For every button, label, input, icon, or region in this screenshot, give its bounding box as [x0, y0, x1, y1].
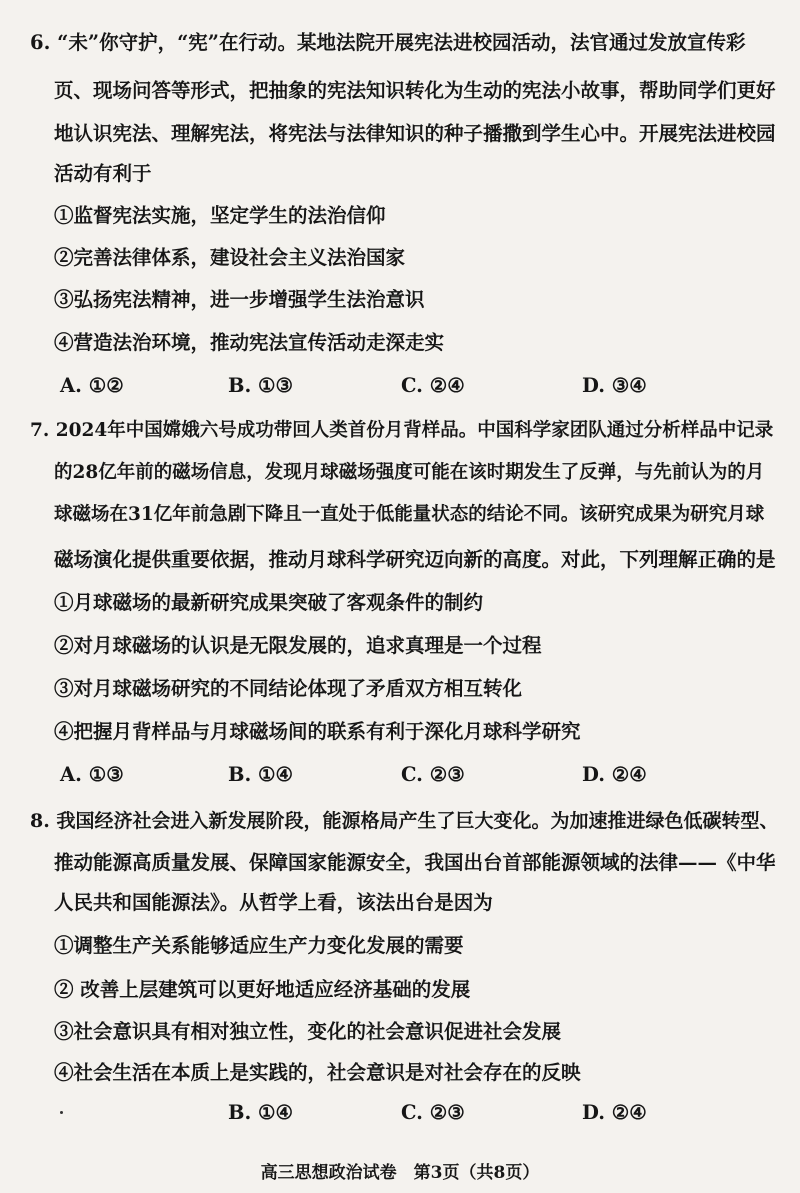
- question-stem-line: 7. 2024年中国嫦娥六号成功带回人类首份月背样品。中国科学家团队通过分析样品中记录: [30, 420, 774, 441]
- page-footer: 高三思想政治试卷 第3页（共8页）: [260, 1163, 540, 1183]
- question-stem-line: 页、现场问答等形式，把抽象的宪法知识转化为生动的宪法小故事，帮助同学们更好: [54, 79, 776, 102]
- choice-a[interactable]: A. ①③: [60, 763, 124, 786]
- statement-option: ①月球磁场的最新研究成果突破了客观条件的制约: [54, 591, 484, 614]
- ink-speck: [60, 1111, 63, 1114]
- choice-d[interactable]: D. ②④: [582, 763, 647, 786]
- question-stem-line: 的28亿年前的磁场信息，发现月球磁场强度可能在该时期发生了反弹，与先前认为的月: [54, 462, 765, 483]
- choice-c[interactable]: C. ②③: [401, 763, 465, 786]
- statement-option: ②完善法律体系，建设社会主义法治国家: [54, 246, 406, 269]
- statement-option: ④社会生活在本质上是实践的，社会意识是对社会存在的反映: [54, 1061, 581, 1084]
- choice-b[interactable]: B. ①④: [228, 763, 294, 786]
- answer-choices: [0, 765, 800, 791]
- statement-option: ④把握月背样品与月球磁场间的联系有利于深化月球科学研究: [54, 720, 581, 743]
- statement-option: ①监督宪法实施，坚定学生的法治信仰: [54, 204, 386, 227]
- statement-option: ② 改善上层建筑可以更好地适应经济基础的发展: [54, 978, 471, 1001]
- answer-choices: [0, 1103, 800, 1129]
- question-stem-line: 地认识宪法、理解宪法，将宪法与法律知识的种子播撒到学生心中。开展宪法进校园: [54, 122, 776, 145]
- choice-d[interactable]: D. ②④: [582, 1101, 647, 1124]
- statement-option: ②对月球磁场的认识是无限发展的，追求真理是一个过程: [54, 634, 542, 657]
- question-stem-line: 8. 我国经济社会进入新发展阶段，能源格局产生了巨大变化。为加速推进绿色低碳转型、: [30, 810, 779, 832]
- choice-b[interactable]: B. ①③: [228, 374, 294, 397]
- answer-choices: [0, 376, 800, 402]
- choice-c[interactable]: C. ②③: [401, 1101, 465, 1124]
- question-stem-line: 6. “未”你守护，“宪”在行动。某地法院开展宪法进校园活动，法官通过发放宣传彩: [30, 31, 746, 54]
- question-stem-line: 活动有利于: [54, 162, 152, 185]
- statement-option: ③社会意识具有相对独立性，变化的社会意识促进社会发展: [54, 1020, 562, 1043]
- choice-a[interactable]: A. ①②: [60, 374, 124, 397]
- statement-option: ①调整生产关系能够适应生产力变化发展的需要: [54, 934, 464, 957]
- choice-c[interactable]: C. ②④: [401, 374, 465, 397]
- choice-d[interactable]: D. ③④: [582, 374, 647, 397]
- question-stem-line: 磁场演化提供重要依据，推动月球科学研究迈向新的高度。对此，下列理解正确的是: [54, 548, 776, 571]
- statement-option: ③弘扬宪法精神，进一步增强学生法治意识: [54, 288, 425, 311]
- statement-option: ③对月球磁场研究的不同结论体现了矛盾双方相互转化: [54, 677, 523, 700]
- question-stem-line: 人民共和国能源法》。从哲学上看，该法出台是因为: [54, 891, 493, 914]
- question-stem-line: 球磁场在31亿年前急剧下降且一直处于低能量状态的结论不同。该研究成果为研究月球: [54, 504, 765, 525]
- question-stem-line: 推动能源高质量发展、保障国家能源安全，我国出台首部能源领域的法律——《中华: [54, 851, 776, 874]
- statement-option: ④营造法治环境，推动宪法宣传活动走深走实: [54, 331, 445, 354]
- choice-b[interactable]: B. ①④: [228, 1101, 294, 1124]
